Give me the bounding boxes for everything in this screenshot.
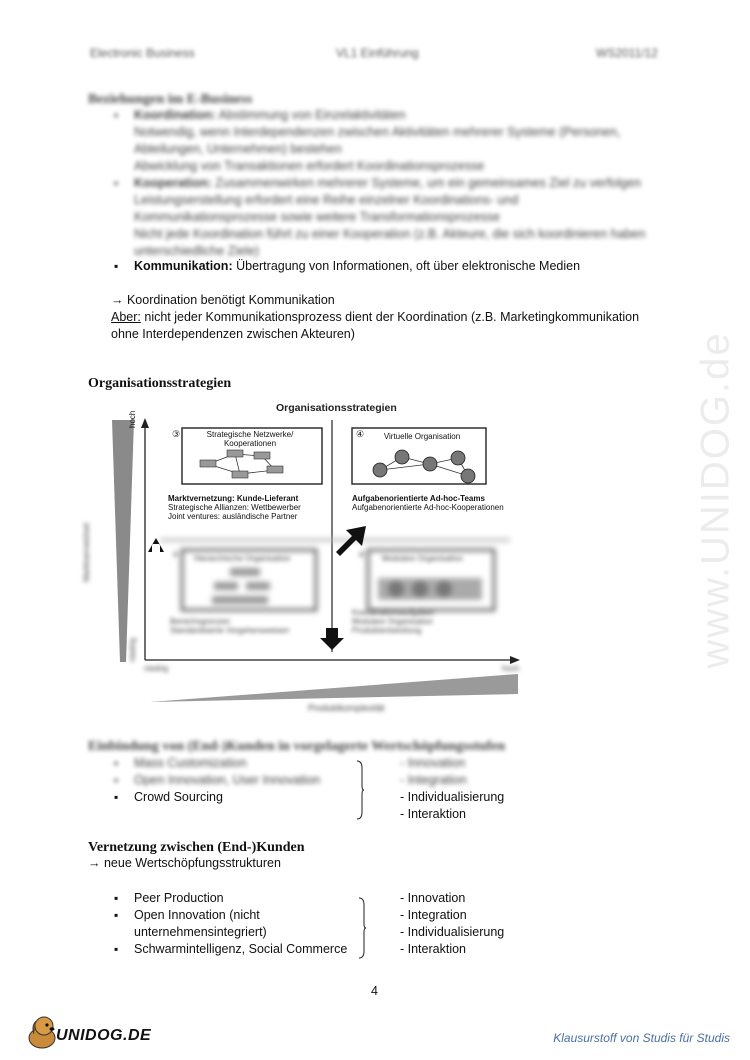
s3-right-2: - Integration — [400, 773, 467, 787]
footer-logo: UNIDOG.DE — [56, 1027, 152, 1044]
s4-left-2: ▪ Open Innovation (nicht — [134, 907, 260, 924]
y-axis-label: Marktvernetzheit — [82, 522, 91, 582]
footer-tagline: Klausurstoff von Studis für Studis — [553, 1031, 730, 1045]
q4-line-1: Aufgabenorientierte Ad-hoc-Teams — [352, 494, 485, 503]
page-number: 4 — [371, 984, 378, 998]
q4-number: ④ — [356, 429, 365, 439]
s4-left-3: unternehmensintegriert) — [134, 925, 267, 939]
note-aber: Aber: nicht jeder Kommunikationsprozess dient der Koordination (z.B. Marketingkommunikation — [111, 310, 640, 324]
q2-number: ② — [358, 550, 366, 559]
q2-title: Modulare Organisation — [382, 554, 463, 563]
item-kommunikation: ▪ Kommunikation: Übertragung von Informationen, oft über elektronische Medien — [134, 258, 674, 275]
x-low-label: niedrig — [144, 664, 169, 673]
section-title-organisationsstrategien: Organisationsstrategien — [88, 376, 232, 391]
organisationsstrategien-diagram — [82, 402, 530, 720]
q1-title: Hierarchische Organisation — [194, 554, 291, 563]
q1-line-2: Standardisierte Vorgehensweisen — [170, 626, 290, 635]
y-high-label: hoch — [128, 410, 137, 428]
x-axis-arrow — [510, 656, 520, 664]
q4-title: Virtuelle Organisation — [383, 432, 461, 441]
q3-title: Strategische Netzwerke/ Kooperationen — [206, 430, 294, 448]
section-title-beziehungen: Beziehungen im E-Business — [88, 92, 253, 107]
q3-number: ③ — [172, 429, 181, 439]
s4-bracket — [358, 897, 366, 959]
s3-bracket — [356, 760, 364, 820]
item-koordination: ▪ Koordination: Abstimmung von Einzelaktivitäten Notwendig, wenn Interdependenzen zwischen Aktivitäten mehrerer Systeme (Personen, Abteilungen, Unternehmen) bestehen Abwicklung von Transaktionen erfordert Koordinationsprozesse — [134, 107, 664, 175]
s3-left-3: ▪ Crowd Sourcing — [134, 789, 223, 806]
header-left: Electronic Business — [90, 46, 195, 60]
q1-number: ① — [172, 550, 180, 559]
q2-line-3: Produktentwicklung — [352, 626, 422, 635]
x-wedge — [150, 674, 518, 702]
watermark: www.UNIDOG.de — [693, 331, 738, 669]
y-axis-arrow — [141, 418, 149, 428]
q1-line-1: Bereichsgrenzen — [170, 617, 231, 626]
q3-line-3: Joint ventures: ausländische Partner — [168, 512, 298, 521]
s4-subtitle: → neue Wertschöpfungsstrukturen — [88, 856, 281, 870]
s4-right-3: - Individualisierung — [400, 925, 505, 939]
section-title-einbindung: Einbindung von (End-)Kunden in vorgelagerte Wertschöpfungsstufen — [88, 739, 506, 754]
q3-line-2: Strategische Allianzen: Wettbewerber — [168, 503, 301, 512]
s4-left-1: ▪ Peer Production — [134, 890, 224, 907]
s3-right-1: - Innovation — [400, 756, 466, 770]
section-title-vernetzung: Vernetzung zwischen (End-)Kunden — [88, 840, 305, 855]
s3-right-3: - Individualisierung — [400, 790, 505, 804]
y-low-label: niedrig — [128, 637, 137, 662]
s3-left-1: ▪ Mass Customization — [134, 755, 247, 772]
note-aber-cont: ohne Interdependenzen zwischen Akteuren) — [111, 327, 355, 341]
s3-left-2: ▪ Open Innovation, User Innovation — [134, 772, 320, 789]
s4-right-4: - Interaktion — [400, 942, 467, 956]
y-wedge — [112, 420, 134, 662]
s4-right-2: - Integration — [400, 908, 467, 922]
q2-line-1: Koordinationsaufgaben — [352, 608, 435, 617]
s3-right-4: - Interaktion — [400, 807, 467, 821]
s4-right-1: - Innovation — [400, 891, 466, 905]
q4-line-2: Aufgabenorientierte Ad-hoc-Kooperationen — [352, 503, 504, 512]
note-koordination: → Koordination benötigt Kommunikation — [111, 293, 335, 307]
q2-line-2: Modulare Organisation — [352, 617, 433, 626]
header-right: WS2011/12 — [596, 46, 658, 60]
item-kooperation: ▪ Kooperation: Zusammenwirken mehrerer Systeme, um ein gemeinsames Ziel zu verfolgen Leistungserstellung erfordert eine Reihe einzelner Koordinations- und Kommunikationsprozesse sowie weitere Transformationsprozesse Nicht jede Koordination führt zu einer Kooperation (z.B. Akteure, die sich koordinieren haben unterschiedliche Ziele) — [134, 175, 664, 260]
diagram-title: Organisationsstrategien — [276, 402, 397, 414]
q3-line-1: Marktvernetzung: Kunde-Lieferant — [168, 494, 299, 503]
arrow-down-right — [320, 628, 344, 650]
s4-left-4: ▪ Schwarmintelligenz, Social Commerce — [134, 941, 347, 958]
x-axis-label: Produktkomplexität — [308, 703, 385, 713]
header-center: VL1 Einführung — [336, 46, 419, 60]
x-high-label: hoch — [502, 664, 520, 673]
